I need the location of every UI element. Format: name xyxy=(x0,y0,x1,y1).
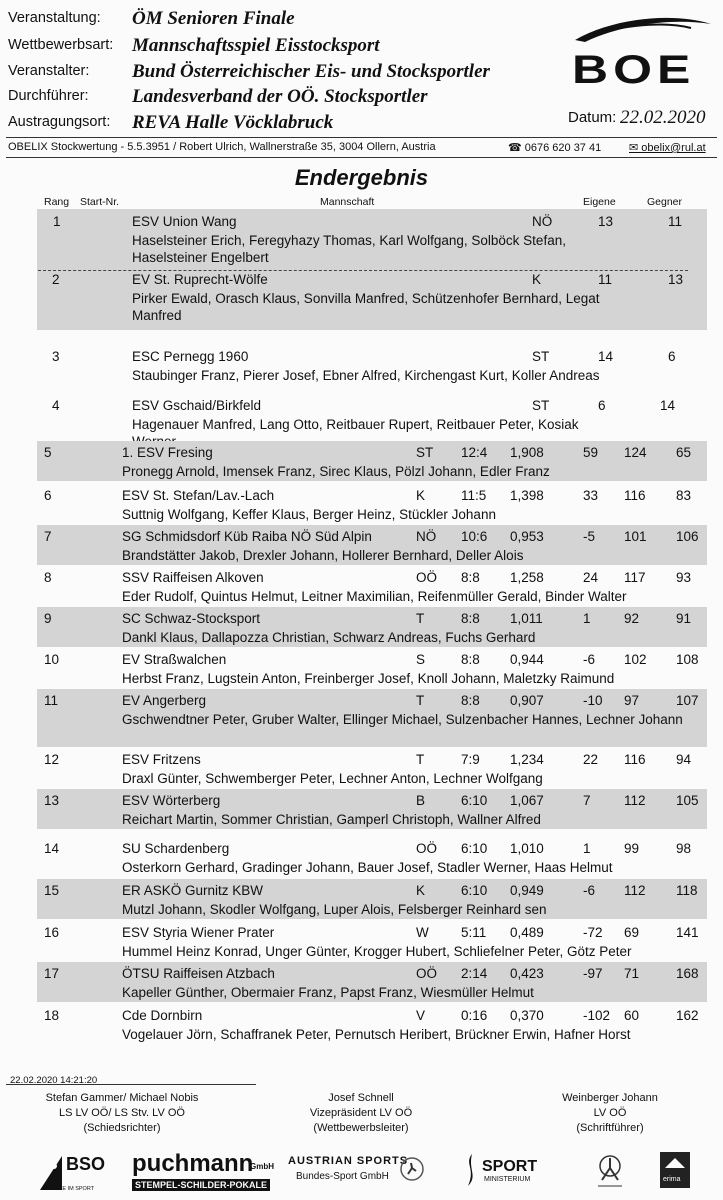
gegner-score: 83 xyxy=(676,488,692,503)
state: ST xyxy=(532,398,550,413)
quotient: 0,907 xyxy=(510,693,544,708)
player-names: Herbst Franz, Lugstein Anton, Freinberger Josef, Knoll Johann, Maletzky Raimund xyxy=(122,671,615,686)
team-name: EV Straßwalchen xyxy=(122,652,227,667)
col-header-start-nr: Start-Nr. xyxy=(80,196,120,208)
eigene-score: 124 xyxy=(624,445,647,460)
score-difference: 7 xyxy=(583,793,591,808)
rank: 7 xyxy=(44,529,52,544)
rank: 14 xyxy=(44,841,60,856)
value-austragungsort: REVA Halle Vöcklabruck xyxy=(132,112,334,133)
gegner-score: 105 xyxy=(676,793,699,808)
rank: 5 xyxy=(44,445,52,460)
col-header-eigene: Eigene xyxy=(583,196,616,208)
label-austragungsort: Austragungsort: xyxy=(8,114,111,130)
team-name: SSV Raiffeisen Alkoven xyxy=(122,570,264,585)
player-names: Suttnig Wolfgang, Keffer Klaus, Berger Heinz, Stückler Johann xyxy=(122,507,496,522)
score-difference: -97 xyxy=(583,966,603,981)
col-header-rang: Rang xyxy=(44,196,70,208)
player-names: Hagenauer Manfred, Lang Otto, Reitbauer Rupert, Reitbauer Peter, Kosiak xyxy=(132,417,579,432)
eigene-score: 112 xyxy=(624,793,646,808)
gegner-score: 98 xyxy=(676,841,692,856)
player-names: Staubinger Franz, Pierer Josef, Ebner Alfred, Kirchengast Kurt, Koller Andreas xyxy=(132,368,600,383)
label-wettbewerbsart: Wettbewerbsart: xyxy=(8,37,114,53)
team-name: ESV Gschaid/Birkfeld xyxy=(132,398,262,413)
gegner-score: 162 xyxy=(676,1008,699,1023)
gegner-score: 6 xyxy=(668,349,676,364)
team-name: ESV Wörterberg xyxy=(122,793,221,808)
eigene-score: 71 xyxy=(624,966,640,981)
player-names: Kapeller Günther, Obermaier Franz, Papst Franz, Wiesmüller Helmut xyxy=(122,985,534,1000)
score-difference: -6 xyxy=(583,883,596,898)
eigene-score: 11 xyxy=(598,272,613,287)
player-names: Hummel Heinz Konrad, Unger Günter, Krogger Hubert, Schliefelner Peter, Götz Peter xyxy=(122,944,632,959)
eigene-score: 97 xyxy=(624,693,640,708)
rank: 6 xyxy=(44,488,52,503)
puchmann-name: puchmann xyxy=(132,1150,254,1177)
team-name: ESV Styria Wiener Prater xyxy=(122,925,275,940)
state: T xyxy=(416,693,425,708)
quotient: 1,398 xyxy=(510,488,544,503)
austrian-sports-logo xyxy=(288,1155,428,1191)
boe-logo: BOE xyxy=(572,46,696,92)
label-veranstalter: Veranstalter: xyxy=(8,63,90,79)
rank: 11 xyxy=(44,693,59,708)
organizer-line: OBELIX Stockwertung - 5.5.3951 / Robert Ulrich, Wallnerstraße 35, 3004 Ollern, Austria xyxy=(8,141,436,153)
eigene-score: 13 xyxy=(598,214,614,229)
sport-subtext: MINISTERIUM xyxy=(484,1176,531,1183)
player-names: Eder Rudolf, Quintus Helmut, Leitner Maximilian, Reifenmüller Gerald, Binder Walter xyxy=(122,589,627,604)
quotient: 0,944 xyxy=(510,652,544,667)
eigene-score: 116 xyxy=(624,752,646,767)
eigene-score: 69 xyxy=(624,925,640,940)
gegner-score: 14 xyxy=(660,398,676,413)
org-divider xyxy=(6,157,717,158)
rank: 15 xyxy=(44,883,60,898)
gegner-score: 118 xyxy=(676,883,698,898)
bso-tagline: SERVICE IM SPORT xyxy=(42,1186,95,1192)
signature-schriftfuehrer xyxy=(520,1091,700,1136)
runner-icon xyxy=(400,1157,424,1181)
value-veranstaltung: ÖM Senioren Finale xyxy=(132,8,295,29)
score-difference: 1 xyxy=(583,611,591,626)
score-difference: 22 xyxy=(583,752,599,767)
quotient: 1,258 xyxy=(510,570,544,585)
phone-number: ☎ 0676 620 37 41 xyxy=(508,142,602,154)
team-name: ESV Union Wang xyxy=(132,214,237,229)
puchmann-logo xyxy=(132,1150,282,1194)
rank: 9 xyxy=(44,611,52,626)
points: 6:10 xyxy=(461,793,488,808)
points: 12:4 xyxy=(461,445,488,460)
points: 10:6 xyxy=(461,529,488,544)
eigene-score: 6 xyxy=(598,398,606,413)
state: ST xyxy=(416,445,434,460)
eigene-score: 101 xyxy=(624,529,647,544)
signature-role: (Schiedsrichter) xyxy=(83,1122,161,1134)
col-header-mannschaft: Mannschaft xyxy=(320,196,375,208)
score-difference: -6 xyxy=(583,652,596,667)
state: OÖ xyxy=(416,966,438,981)
puchmann-tagline: STEMPEL-SCHILDER-POKALE xyxy=(132,1179,270,1191)
quotient: 1,067 xyxy=(510,793,544,808)
score-difference: -5 xyxy=(583,529,596,544)
score-difference: 59 xyxy=(583,445,599,460)
header-divider xyxy=(6,137,717,138)
team-name: Cde Dornbirn xyxy=(122,1008,203,1023)
signature-role: (Wettbewerbsleiter) xyxy=(313,1122,409,1134)
state: W xyxy=(416,925,429,940)
score-difference: -102 xyxy=(583,1008,611,1023)
gegner-score: 168 xyxy=(676,966,699,981)
gegner-score: 13 xyxy=(668,272,684,287)
erima-text: erima xyxy=(663,1176,681,1183)
points: 5:11 xyxy=(461,925,487,940)
page-title: Endergebnis xyxy=(294,165,429,190)
eigene-score: 117 xyxy=(624,570,646,585)
rank: 4 xyxy=(52,398,60,413)
austrian-sports-subtext: Bundes-Sport GmbH xyxy=(296,1171,389,1182)
gegner-score: 91 xyxy=(676,611,692,626)
rank: 2 xyxy=(52,272,60,287)
state: ST xyxy=(532,349,550,364)
score-difference: -72 xyxy=(583,925,603,940)
points: 0:16 xyxy=(461,1008,488,1023)
signature-schiedsrichter xyxy=(22,1091,222,1136)
player-names: Vogelauer Jörn, Schaffranek Peter, Pernutsch Heribert, Brückner Erwin, Hafner Horst xyxy=(122,1027,631,1042)
quotient: 0,489 xyxy=(510,925,544,940)
state: K xyxy=(416,883,426,898)
date-value: 22.02.2020 xyxy=(620,107,706,128)
team-name: SU Schardenberg xyxy=(122,841,230,856)
team-name: EV Angerberg xyxy=(122,693,207,708)
rank: 3 xyxy=(52,349,60,364)
points: 8:8 xyxy=(461,652,480,667)
value-wettbewerbsart: Mannschaftsspiel Eisstocksport xyxy=(132,35,380,56)
rank: 8 xyxy=(44,570,52,585)
state: V xyxy=(416,1008,426,1023)
player-names: Pirker Ewald, Orasch Klaus, Sonvilla Manfred, Schützenhofer Bernhard, Legat Manfred xyxy=(132,291,600,323)
signature-name: Stefan Gammer/ Michael Nobis xyxy=(45,1092,199,1104)
player-names: Brandstätter Jakob, Drexler Johann, Hollerer Bernhard, Deller Alois xyxy=(122,548,524,563)
player-names: Dankl Klaus, Dallapozza Christian, Schwarz Andreas, Fuchs Gerhard xyxy=(122,630,536,645)
sport-flame-icon xyxy=(462,1152,480,1188)
gegner-score: 94 xyxy=(676,752,692,767)
signature-wettbewerbsleiter xyxy=(271,1091,451,1136)
player-names: Gschwendtner Peter, Gruber Walter, Ellinger Michael, Sulzenbacher Hannes, Lechner Johann xyxy=(122,712,683,727)
finals-divider xyxy=(38,270,688,271)
team-name: ESV St. Stefan/Lav.-Lach xyxy=(122,488,275,503)
quotient: 1,011 xyxy=(510,611,543,626)
rank: 10 xyxy=(44,652,60,667)
state: OÖ xyxy=(416,570,438,585)
label-veranstaltung: Veranstaltung: xyxy=(8,10,101,26)
rank: 13 xyxy=(44,793,60,808)
gegner-score: 141 xyxy=(676,925,699,940)
signature-title: LV OÖ xyxy=(593,1107,627,1119)
eigene-score: 102 xyxy=(624,652,647,667)
signature-title: LS LV OÖ/ LS Stv. LV OÖ xyxy=(59,1107,185,1119)
player-names: Osterkorn Gerhard, Gradinger Johann, Bauer Josef, Stadler Werner, Haas Helmut xyxy=(122,860,613,875)
state: K xyxy=(532,272,542,287)
team-name: EV St. Ruprecht-Wölfe xyxy=(132,272,268,287)
state: B xyxy=(416,793,426,808)
sportministerium-logo xyxy=(462,1150,562,1190)
value-veranstalter: Bund Österreichischer Eis- und Stocksportler xyxy=(132,61,490,82)
quotient: 0,953 xyxy=(510,529,544,544)
print-timestamp: 22.02.2020 14:21:20 xyxy=(10,1075,98,1086)
state: K xyxy=(416,488,426,503)
points: 8:8 xyxy=(461,611,480,626)
team-name: ESC Pernegg 1960 xyxy=(132,349,249,364)
player-names: Mutzl Johann, Skodler Wolfgang, Luper Alois, Felsberger Reinhard sen xyxy=(122,902,547,917)
state: S xyxy=(416,652,426,667)
rank: 1 xyxy=(53,214,61,229)
gegner-score: 106 xyxy=(676,529,699,544)
col-header-gegner: Gegner xyxy=(647,196,683,208)
signature-title: Vizepräsident LV OÖ xyxy=(309,1107,413,1119)
points: 8:8 xyxy=(461,693,480,708)
eigene-score: 92 xyxy=(624,611,640,626)
points: 6:10 xyxy=(461,883,488,898)
points: 7:9 xyxy=(461,752,480,767)
quotient: 0,949 xyxy=(510,883,544,898)
team-name: ÖTSU Raiffeisen Atzbach xyxy=(122,966,275,981)
score-difference: 24 xyxy=(583,570,599,585)
boe-logo-swoosh-icon xyxy=(573,10,713,46)
label-durchfuehrer: Durchführer: xyxy=(8,88,89,104)
eigene-score: 60 xyxy=(624,1008,640,1023)
value-durchfuehrer: Landesverband der OÖ. Stocksportler xyxy=(132,86,428,107)
team-name: SG Schmidsdorf Küb Raiba NÖ Süd Alpin xyxy=(122,529,372,544)
points: 2:14 xyxy=(461,966,488,981)
signature-name: Weinberger Johann xyxy=(562,1092,658,1104)
special-olympics-logo xyxy=(590,1150,630,1190)
state: T xyxy=(416,611,425,626)
player-names: Haselsteiner Erich, Feregyhazy Thomas, Karl Wolfgang, Solböck Stefan, Haselsteiner Engelbert xyxy=(132,233,566,265)
gegner-score: 65 xyxy=(676,445,692,460)
date-label: Datum: xyxy=(568,109,617,126)
eigene-score: 112 xyxy=(624,883,646,898)
rank: 17 xyxy=(44,966,60,981)
bso-logo xyxy=(36,1150,106,1194)
points: 8:8 xyxy=(461,570,480,585)
score-difference: -10 xyxy=(583,693,603,708)
quotient: 0,423 xyxy=(510,966,544,981)
sport-text: SPORT xyxy=(482,1158,538,1175)
team-name: 1. ESV Fresing xyxy=(122,445,213,460)
signature-name: Josef Schnell xyxy=(328,1092,394,1104)
team-name: SC Schwaz-Stocksport xyxy=(122,611,261,626)
state: OÖ xyxy=(416,841,438,856)
rank: 18 xyxy=(44,1008,60,1023)
quotient: 1,010 xyxy=(510,841,544,856)
gegner-score: 93 xyxy=(676,570,692,585)
eigene-score: 116 xyxy=(624,488,646,503)
quotient: 1,908 xyxy=(510,445,544,460)
quotient: 0,370 xyxy=(510,1008,544,1023)
bso-text: BSO xyxy=(66,1154,106,1174)
rank: 16 xyxy=(44,925,60,940)
player-names: Draxl Günter, Schwemberger Peter, Lechner Anton, Lechner Wolfgang xyxy=(122,771,543,786)
puchmann-gmbh: GmbH xyxy=(250,1162,274,1171)
eigene-score: 14 xyxy=(598,349,614,364)
score-difference: 1 xyxy=(583,841,591,856)
rank: 12 xyxy=(44,752,60,767)
quotient: 1,234 xyxy=(510,752,544,767)
gegner-score: 107 xyxy=(676,693,699,708)
erima-logo xyxy=(660,1152,690,1188)
state: NÖ xyxy=(416,529,437,544)
state: NÖ xyxy=(532,214,553,229)
erima-mark-icon xyxy=(665,1158,685,1170)
state: T xyxy=(416,752,425,767)
eigene-score: 99 xyxy=(624,841,640,856)
points: 6:10 xyxy=(461,841,488,856)
points: 11:5 xyxy=(461,488,487,503)
player-names: Pronegg Arnold, Imensek Franz, Sirec Klaus, Pölzl Johann, Edler Franz xyxy=(122,464,550,479)
email-link[interactable]: ✉ obelix@rul.at xyxy=(629,142,706,154)
player-names: Reichart Martin, Sommer Christian, Gamperl Christoph, Wallner Alfred xyxy=(122,812,541,827)
team-name: ESV Fritzens xyxy=(122,752,201,767)
signature-role: (Schriftführer) xyxy=(576,1122,644,1134)
team-name: ER ASKÖ Gurnitz KBW xyxy=(122,883,264,898)
gegner-score: 11 xyxy=(668,214,683,229)
gegner-score: 108 xyxy=(676,652,699,667)
austrian-sports-text: AUSTRIAN SPORTS xyxy=(288,1155,409,1167)
score-difference: 33 xyxy=(583,488,599,503)
